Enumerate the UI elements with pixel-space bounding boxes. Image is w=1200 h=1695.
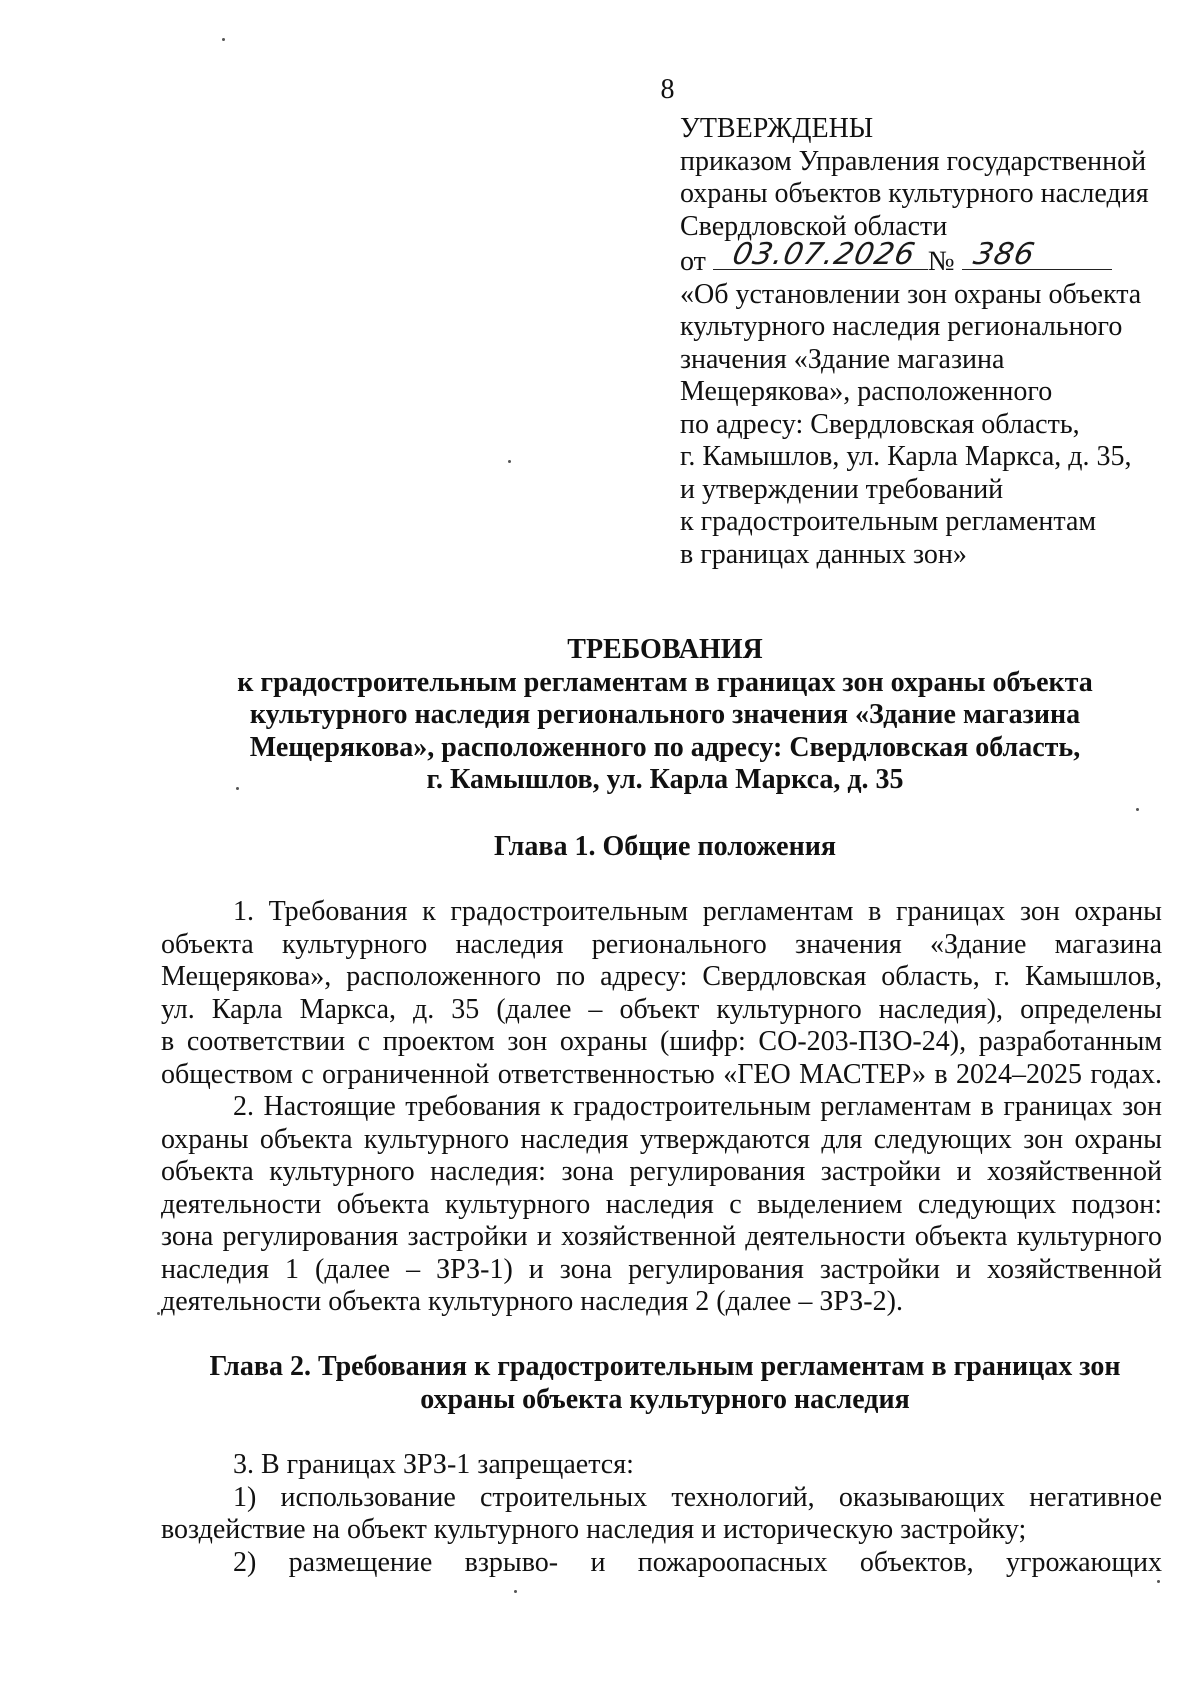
scan-speck xyxy=(514,1590,517,1593)
scan-speck xyxy=(508,460,511,463)
page-number: 8 xyxy=(660,74,675,105)
paragraph-line: зона регулирования застройки и хозяйственной деятельности объекта культурного xyxy=(161,1221,1162,1252)
list-item-line: 1) использование строительных технологий, оказывающих негативное xyxy=(233,1481,1162,1513)
approval-line: приказом Управления государственной xyxy=(680,145,1147,177)
approval-line: Свердловской области xyxy=(680,210,948,242)
chapter-1-heading xyxy=(150,831,1180,864)
scan-speck xyxy=(157,1312,160,1315)
document-title-line: г. Камышлов, ул. Карла Маркса, д. 35 xyxy=(426,764,904,795)
approval-block xyxy=(680,113,1180,571)
handwritten-date: 03.07.2026 xyxy=(729,236,919,272)
paragraph-line: Мещерякова», расположенного по адресу: Свердловская область, г. Камышлов, xyxy=(161,961,1162,992)
document-title-line: к градостроительным регламентам в границах зон охраны объекта xyxy=(237,666,1093,698)
paragraph-line: охраны объекта культурного наследия утверждаются для следующих зон охраны xyxy=(161,1123,1162,1155)
paragraph-line: деятельности объекта культурного наследия с выделением следующих подзон: xyxy=(161,1188,1162,1220)
date-prefix: от xyxy=(680,246,706,277)
date-number-line xyxy=(680,236,1180,279)
document-title-line: культурного наследия регионального значения «Здание магазина xyxy=(249,699,1081,730)
paragraph-line: деятельности объекта культурного наследия 2 (далее – ЗРЗ-2). xyxy=(161,1286,903,1317)
paragraph-line: обществом с ограниченной ответственностью «ГЕО МАСТЕР» в 2024–2025 годах. xyxy=(161,1058,1162,1090)
approval-title: УТВЕРЖДЕНЫ xyxy=(680,113,874,144)
paragraph-line: в соответствии с проектом зон охраны (шифр: СО-203-ПЗО-24), разработанным xyxy=(161,1026,1162,1057)
handwritten-number: 386 xyxy=(970,236,1038,272)
chapter-2-heading xyxy=(150,1351,1180,1416)
order-title-line: значения «Здание магазина xyxy=(680,343,1005,375)
order-title-line: г. Камышлов, ул. Карла Маркса, д. 35, xyxy=(680,441,1132,472)
scan-speck xyxy=(1157,1580,1160,1583)
approval-line: охраны объектов культурного наследия xyxy=(680,178,1149,209)
number-field xyxy=(962,236,1112,272)
order-title-line: Мещерякова», расположенного xyxy=(680,376,1053,407)
paragraph-line: ул. Карла Маркса, д. 35 (далее – объект культурного наследия), определены xyxy=(161,993,1162,1025)
order-title-line: и утверждении требований xyxy=(680,473,1004,505)
list-item-line: воздействие на объект культурного наследия и историческую застройку; xyxy=(161,1514,1027,1545)
order-title-line: культурного наследия регионального xyxy=(680,311,1123,342)
scan-speck xyxy=(222,38,225,41)
order-title-line: к градостроительным регламентам xyxy=(680,506,1097,537)
paragraph-line: объекта культурного наследия: зона регулирования застройки и хозяйственной xyxy=(161,1156,1162,1187)
paragraph-line: 2. Настоящие требования к градостроительным регламентам в границах зон xyxy=(233,1091,1162,1122)
date-field xyxy=(713,236,928,272)
scan-speck xyxy=(236,787,239,790)
paragraph-1 xyxy=(161,896,1162,1319)
scan-speck xyxy=(1136,808,1139,811)
order-title-line: в границах данных зон» xyxy=(680,538,967,570)
paragraph-3 xyxy=(161,1449,1162,1579)
paragraph-line: наследия 1 (далее – ЗРЗ-1) и зона регулирования застройки и хозяйственной xyxy=(161,1253,1162,1285)
document-title xyxy=(150,634,1180,797)
order-title-line: «Об установлении зон охраны объекта xyxy=(680,278,1142,310)
paragraph-line: 3. В границах ЗРЗ-1 запрещается: xyxy=(233,1449,634,1480)
paragraph-line: объекта культурного наследия регионального значения «Здание магазина xyxy=(161,928,1162,960)
paragraph-line: 1. Требования к градостроительным регламентам в границах зон охраны xyxy=(233,896,1162,927)
chapter-1-heading-text: Глава 1. Общие положения xyxy=(493,831,836,862)
chapter-2-heading-line: Глава 2. Требования к градостроительным регламентам в границах зон xyxy=(209,1351,1121,1382)
list-item-line: 2) размещение взрыво- и пожароопасных объектов, угрожающих xyxy=(233,1546,1162,1578)
order-title-line: по адресу: Свердловская область, xyxy=(680,408,1080,440)
document-title-line: Мещерякова», расположенного по адресу: Свердловская область, xyxy=(249,731,1081,763)
number-prefix: № xyxy=(927,246,955,277)
document-title-heading: ТРЕБОВАНИЯ xyxy=(567,634,763,665)
chapter-2-heading-line: охраны объекта культурного наследия xyxy=(420,1383,910,1415)
